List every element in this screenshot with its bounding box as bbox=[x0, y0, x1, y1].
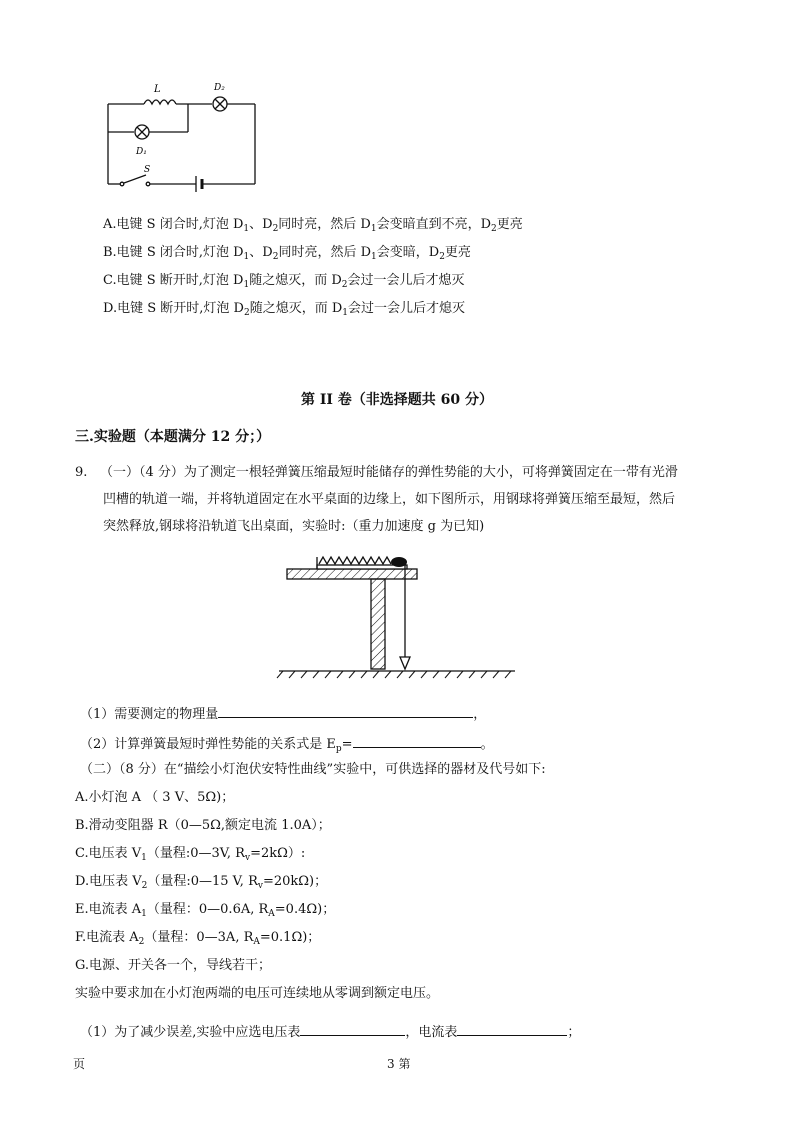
q9-sub-1: （1）需要测定的物理量 ， bbox=[80, 703, 486, 724]
answer-blank[interactable] bbox=[300, 1021, 405, 1036]
requirement-text: 实验中要求加在小灯泡两端的电压可连续地从零调到额定电压。 bbox=[75, 986, 440, 1001]
equipment-b: B.滑动变阻器 R（0—5Ω,额定电流 1.0A）； bbox=[75, 818, 331, 833]
answer-blank[interactable] bbox=[218, 703, 473, 718]
footer-left: 页 bbox=[73, 1057, 86, 1071]
part3-title: 三.实验题（本题满分 12 分；） bbox=[75, 429, 271, 445]
q9-line-2: 凹槽的轨道一端，并将轨道固定在水平桌面的边缘上，如下图所示，用钢球将弹簧压缩至最短，然后 bbox=[103, 492, 676, 507]
circuit-diagram bbox=[100, 78, 265, 196]
inductor-label: L bbox=[154, 84, 161, 95]
section-title: 第 II 卷（非选择题共 60 分） bbox=[300, 392, 494, 408]
q9-line-3: 突然释放,钢球将沿轨道飞出桌面，实验时:（重力加速度 g 为已知) bbox=[103, 519, 485, 534]
option-c: C.电键 S 断开时,灯泡 $D_1$随之熄灭，而 $D_2$会过一会儿后才熄灭 bbox=[103, 273, 465, 290]
part2-q1: （1）为了减少误差,实验中应选电压表 ，电流表 ； bbox=[80, 1021, 580, 1042]
equipment-d: D.电压表 $V_2$（量程:0—15 V, $R_v=20k\Omega$)； bbox=[75, 874, 328, 891]
part2-intro: （二）（8 分）在“描绘小灯泡伏安特性曲线”实验中，可供选择的器材及代号如下: bbox=[80, 762, 546, 777]
lamp-d1-label: D₁ bbox=[136, 147, 147, 157]
equipment-e: E.电流表 $A_1$（量程：0—0.6A, $R_A=0.4\Omega$)； bbox=[75, 902, 336, 919]
footer-page-number: 3 第 bbox=[387, 1057, 411, 1071]
option-a: A.电键 S 闭合时,灯泡 $D_1$、$D_2$同时亮，然后 $D_1$会变暗直到不亮，$D_2$更亮 bbox=[103, 217, 523, 234]
equipment-f: F.电流表 $A_2$（量程：0—3A, $R_A=0.1\Omega$)； bbox=[75, 930, 321, 947]
option-d: D.电键 S 断开时,灯泡 $D_2$随之熄灭，而 $D_1$会过一会儿后才熄灭 bbox=[103, 301, 465, 318]
question-number: 9. bbox=[75, 465, 88, 480]
switch-label: S bbox=[144, 165, 151, 175]
answer-blank[interactable] bbox=[457, 1021, 567, 1036]
equipment-a: A.小灯泡 A （ 3 V、5Ω)； bbox=[75, 790, 235, 805]
q9-line-1: （一）（4 分）为了测定一根轻弹簧压缩最短时能储存的弹性势能的大小，可将弹簧固定在一带有光滑 bbox=[100, 465, 678, 480]
spring-table-diagram bbox=[275, 553, 520, 681]
q9-sub-2: （2）计算弹簧最短时弹性势能的关系式是 $E_p=$ 。 bbox=[80, 733, 494, 754]
option-b: B.电键 S 闭合时,灯泡 $D_1$、$D_2$同时亮，然后 $D_1$会变暗，$D_2$更亮 bbox=[103, 245, 471, 262]
lamp-d2-label: D₂ bbox=[214, 83, 225, 93]
equipment-c: C.电压表 $V_1$（量程:0—3V, $R_v=2k\Omega$）: bbox=[75, 846, 306, 863]
answer-blank[interactable] bbox=[353, 733, 481, 748]
equipment-g: G.电源、开关各一个，导线若干； bbox=[75, 958, 272, 973]
